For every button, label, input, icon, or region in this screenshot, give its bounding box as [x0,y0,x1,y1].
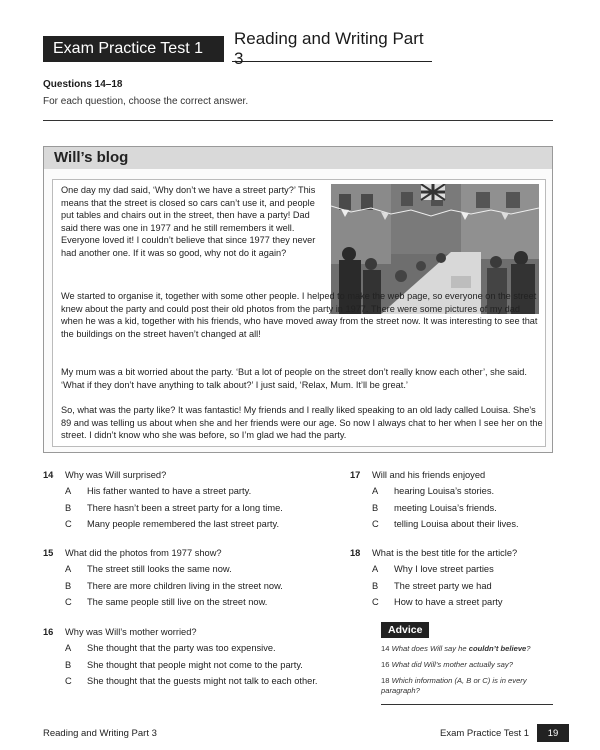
instruction-text: For each question, choose the correct answer. [43,96,249,107]
divider [43,120,553,121]
divider [381,704,553,705]
question-number: 14 [43,470,54,480]
page-header [43,28,432,68]
question-number: 17 [350,470,361,480]
questions-label: Questions 14–18 [43,79,123,90]
section-label: Reading and Writing Part 3 [232,36,432,62]
option-a[interactable]: A His father wanted to have a street party. [65,486,252,497]
option-a[interactable]: A The street still looks the same now. [65,564,232,575]
question-number: 15 [43,548,54,558]
blog-content [52,179,546,447]
blog-paragraph-3: My mum was a bit worried about the party. ‘But a lot of people on the street don’t really know each other’, she said. ‘What if they don’t have anything to talk about?’ I just said, ‘Relax, Mum. It’ll be great.’ [61,367,527,390]
option-b[interactable]: B There are more children living in the street now. [65,580,283,591]
footer-test: Exam Practice Test 1 [440,728,530,739]
question-text: Will and his friends enjoyed [372,470,486,480]
advice-item: 14 What does Will say he couldn’t believe? [381,644,531,653]
question-text: Why was Will’s mother worried? [65,627,197,637]
question-17 [350,467,519,533]
question-14 [43,467,283,533]
option-b[interactable]: B meeting Louisa’s friends. [372,502,497,513]
question-text: What did the photos from 1977 show? [65,548,222,558]
option-c[interactable]: C How to have a street party [372,597,503,608]
option-a[interactable]: A She thought that the party was too expensive. [65,643,276,654]
blog-paragraph-2 [61,290,543,340]
page-number: 19 [537,724,569,742]
option-a[interactable]: A hearing Louisa’s stories. [372,486,495,497]
footer-section: Reading and Writing Part 3 [43,728,157,739]
option-c[interactable]: C telling Louisa about their lives. [372,519,519,530]
blog-box [43,146,553,453]
blog-paragraph-2-text: We started to organise it, together with some other people. I helped to make the web page, so everyone on the street knew about the party and could post their old photos from the party in 1977. There were some pictures of my dad when he was a kid, together with his friends, who have moved away from the street now. It was interesting to see that the buildings on the street haven’t changed at all! [61,291,538,339]
option-b[interactable]: B She thought that people might not come to the party. [65,659,303,670]
question-16 [43,624,318,690]
option-b[interactable]: B The street party we had [372,580,492,591]
test-label: Exam Practice Test 1 [43,36,224,62]
advice-box [381,620,553,705]
blog-title-bar [44,147,552,169]
question-15 [43,545,283,611]
option-b[interactable]: B There hasn’t been a street party for a long time. [65,502,283,513]
blog-title: Will’s blog [54,149,129,166]
question-18 [350,545,517,611]
question-text: What is the best title for the article? [372,548,518,558]
advice-item: 18 Which information (A, B or C) is in every paragraph? [381,676,527,695]
option-a[interactable]: A Why I love street parties [372,564,494,575]
advice-item: 16 What did Will’s mother actually say? [381,660,513,669]
blog-paragraph-4: So, what was the party like? It was fantastic! My friends and I really liked speaking to an old lady called Louisa. She’s 89 and was telling us about when she and her friends were our age. So now I always chat to her when I see her on the street. I didn’t know who she was before, so I’m glad we had the party. [61,405,543,440]
option-c[interactable]: C She thought that the guests might not talk to each other. [65,676,318,687]
blog-paragraph-1: One day my dad said, ‘Why don’t we have a street party?’ This means that the street is closed so cars can’t use it, and people put tables and chairs out in the street, then have a party! Dad said there was one in 1977 and he still remembers it well. Everyone loved it! I couldn’t believe that since 1977 they never had another one. If it was so good, why not do it again? [61,185,316,258]
question-number: 16 [43,627,54,637]
advice-title: Advice [381,622,429,638]
question-number: 18 [350,548,361,558]
question-text: Why was Will surprised? [65,470,167,480]
option-c[interactable]: C Many people remembered the last street party. [65,519,280,530]
option-c[interactable]: C The same people still live on the street now. [65,597,268,608]
